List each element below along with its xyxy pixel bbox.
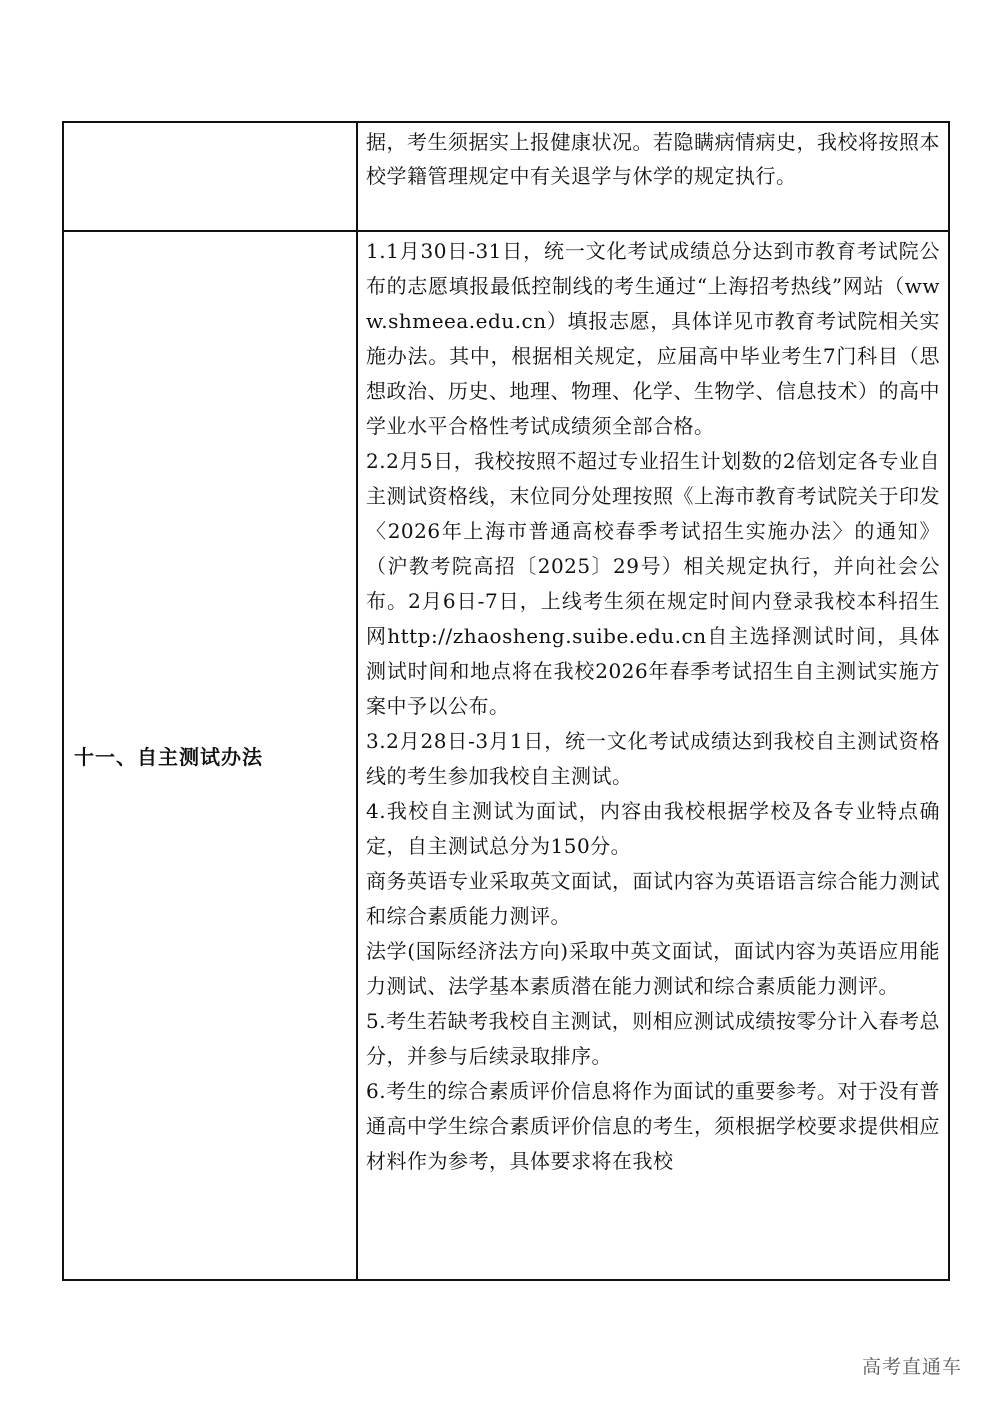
watermark-text: 高考直通车: [861, 1356, 962, 1378]
table-cell-empty: [63, 122, 357, 231]
paragraph-business-english: 商务英语专业采取英文面试，面试内容为英语语言综合能力测试和综合素质能力测评。: [366, 869, 940, 928]
document-table: [62, 121, 950, 1281]
table-row: [63, 231, 949, 1280]
paragraph-3: 3.2月28日-3月1日，统一文化考试成绩达到我校自主测试资格线的考生参加我校自主测试。: [366, 729, 940, 788]
paragraph-6: 6.考生的综合素质评价信息将作为面试的重要参考。对于没有普通高中学生综合素质评价信息的考生，须根据学校要求提供相应材料作为参考，具体要求将在我校: [366, 1079, 940, 1173]
table-cell-content: [357, 231, 949, 1280]
section-title: 十一、自主测试办法: [63, 231, 357, 1280]
health-paragraph: 据，考生须据实上报健康状况。若隐瞒病情病史，我校将按照本校学籍管理规定中有关退学与休学的规定执行。: [366, 130, 940, 188]
table-row: [63, 122, 949, 231]
table-cell-content: [357, 122, 949, 231]
paragraph-1: 1.1月30日-31日，统一文化考试成绩总分达到市教育考试院公布的志愿填报最低控制线的考生通过“上海招考热线”网站（www.shmeea.edu.cn）填报志愿，具体详见市教育考试院相关实施办法。其中，根据相关规定，应届高中毕业考生7门科目（思想政治、历史、地理、物理、化学、生物学、信息技术）的高中学业水平合格性考试成绩须全部合格。: [366, 239, 940, 438]
paragraph-2: 2.2月5日，我校按照不超过专业招生计划数的2倍划定各专业自主测试资格线，末位同分处理按照《上海市教育考试院关于印发〈2026年上海市普通高校春季考试招生实施办法〉的通知》（沪教考院高招〔2025〕29号）相关规定执行，并向社会公布。2月6日-7日，上线考生须在规定时间内登录我校本科招生网http://zhaosheng.suibe.edu.cn自主选择测试时间，具体测试时间和地点将在我校2026年春季考试招生自主测试实施方案中予以公布。: [366, 449, 940, 718]
paragraph-5: 5.考生若缺考我校自主测试，则相应测试成绩按零分计入春考总分，并参与后续录取排序。: [366, 1009, 940, 1068]
paragraph-4: 4.我校自主测试为面试，内容由我校根据学校及各专业特点确定，自主测试总分为150分。: [366, 799, 940, 858]
paragraph-law: 法学(国际经济法方向)采取中英文面试，面试内容为英语应用能力测试、法学基本素质潜在能力测试和综合素质能力测评。: [366, 939, 940, 998]
